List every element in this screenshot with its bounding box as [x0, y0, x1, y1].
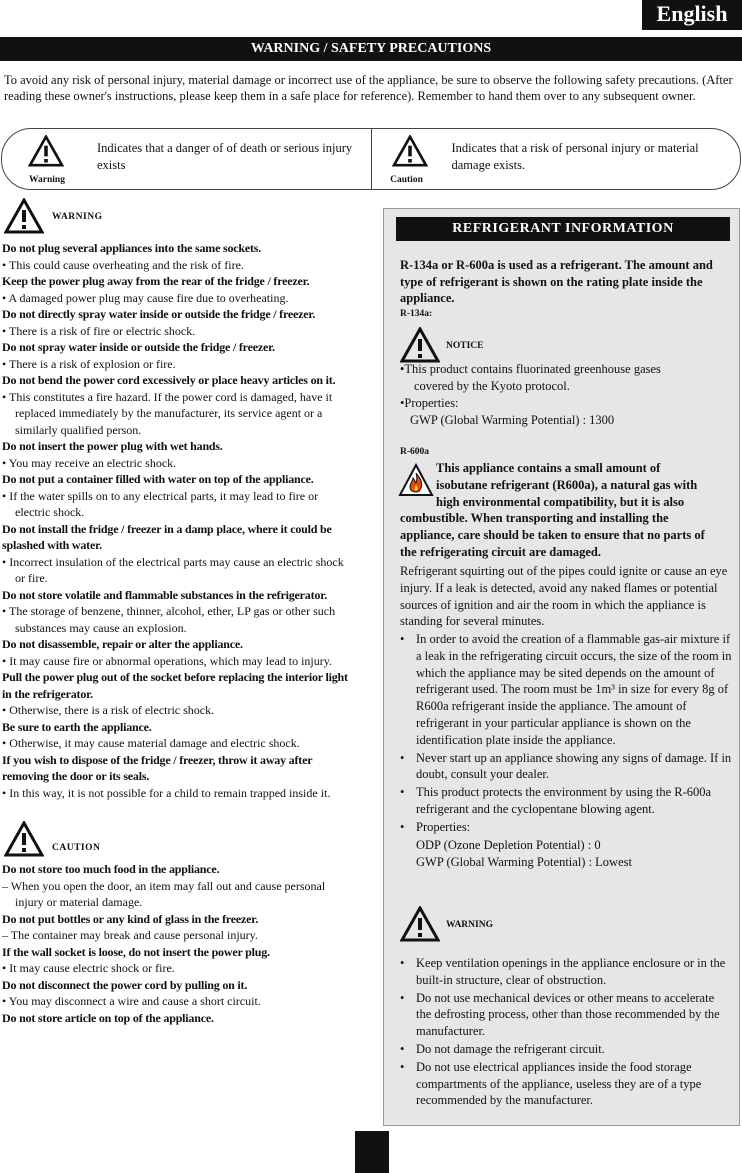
item-heading: Do not plug several appliances into the same sockets. — [2, 241, 262, 255]
list-item — [400, 631, 732, 749]
refrigerant-body: Refrigerant squirting out of the pipes could ignite or cause an eye injury. If a leak is detected, avoid any naked flames or potential sources of ignition and air the room in which the appliance is standing for several minutes. — [400, 564, 728, 629]
item-text: • There is a risk of fire or electric shock. — [2, 323, 196, 338]
item-text: • There is a risk of explosion or fire. — [2, 356, 176, 371]
item-heading: If the wall socket is loose, do not insert the power plug. — [2, 944, 270, 959]
list-item — [2, 306, 354, 339]
list-item — [2, 944, 354, 977]
page-title: WARNING / SAFETY PRECAUTIONS — [0, 37, 742, 61]
item-text: – When you open the door, an item may fall out and cause personal injury or material damage. — [2, 878, 326, 909]
refrigerant-warning-label: WARNING — [446, 920, 493, 930]
item-heading: Do not bend the power cord excessively or place heavy articles on it. — [2, 373, 336, 387]
list-item — [2, 471, 354, 521]
bullet-glyph: • — [400, 1059, 405, 1074]
warning-section-header — [2, 196, 354, 240]
gwp-134a: GWP (Global Warming Potential) : 1300 — [410, 413, 615, 427]
flammability-line: This appliance contains a small amount of — [436, 461, 661, 475]
item-text: • If the water spills on to any electrical parts, it may lead to fire or electric shock. — [2, 488, 319, 519]
item-text: • You may receive an electric shock. — [2, 455, 177, 470]
legend-warning — [2, 129, 371, 189]
item-heading: Do not disassemble, repair or alter the appliance. — [2, 637, 243, 651]
warning-triangle-icon — [400, 906, 440, 942]
caution-items — [2, 861, 354, 1026]
item-heading: Do not put a container filled with water on top of the appliance. — [2, 472, 314, 486]
item-heading: Do not directly spray water inside or outside the fridge / freezer. — [2, 307, 316, 321]
item-heading: Keep the power plug away from the rear of the fridge / freezer. — [2, 274, 310, 288]
legend-caution — [371, 129, 741, 189]
refrigerant-info-box — [383, 208, 740, 1126]
list-item — [400, 784, 732, 818]
list-item — [2, 240, 354, 273]
language-tab: English — [642, 0, 742, 30]
list-item — [2, 438, 354, 471]
odp-value: ODP (Ozone Depletion Potential) : 0 — [416, 837, 601, 852]
bullet-text: Do not damage the refrigerant circuit. — [416, 1041, 605, 1056]
bullet-text: This product protects the environment by using the R-600a refrigerant and the cyclopentane blowing agent. — [416, 785, 712, 816]
list-item — [2, 587, 354, 637]
bullet-glyph: • — [400, 819, 405, 834]
item-text: • The storage of benzene, thinner, alcohol, ether, LP gas or other such substances may cause an explosion. — [2, 604, 336, 635]
properties-label: •Properties: — [400, 396, 459, 410]
refrigerant-bullets — [400, 631, 732, 872]
flammability-line: isobutane refrigerant (R600a), a natural gas with — [436, 477, 698, 492]
list-item — [2, 911, 354, 944]
notice-label: NOTICE — [446, 341, 484, 351]
bullet-glyph: • — [400, 990, 405, 1005]
warning-triangle-icon — [4, 821, 44, 857]
flammability-notice — [400, 460, 730, 561]
bullet-glyph: • — [400, 1041, 405, 1056]
item-text: • It may cause fire or abnormal operations, which may lead to injury. — [2, 653, 332, 668]
list-item — [2, 1010, 354, 1027]
list-item — [2, 669, 354, 719]
notice-line: •This product contains fluorinated greenhouse gases — [400, 362, 661, 376]
item-text: • This constitutes a fire hazard. If the power cord is damaged, have it replaced immediately by the manufacturer, its service agent or a similarly qualified person. — [2, 389, 333, 437]
list-item — [400, 1059, 732, 1109]
warning-triangle-icon — [400, 327, 440, 363]
item-text: • You may disconnect a wire and cause a short circuit. — [2, 994, 261, 1008]
gwp-600a: GWP (Global Warming Potential) : Lowest — [416, 855, 632, 870]
item-text: • Otherwise, it may cause material damage and electric shock. — [2, 736, 300, 750]
item-text: • Incorrect insulation of the electrical parts may cause an electric shock or fire. — [2, 554, 344, 585]
notice-line: covered by the Kyoto protocol. — [414, 379, 570, 393]
list-item — [2, 719, 354, 752]
legend-warning-caption: Warning — [29, 175, 65, 185]
r600a-label: R-600a — [400, 447, 430, 457]
flammability-line: high environmental compatibility, but it is also — [436, 494, 685, 509]
bullet-text: Do not use mechanical devices or other means to accelerate the defrosting process, other than those recommended by the manufacturer. — [416, 990, 720, 1039]
bullet-text: Never start up an appliance showing any signs of damage. If in doubt, consult your dealer. — [416, 750, 732, 782]
bullet-glyph: • — [400, 956, 405, 970]
flammability-line: the refrigerating circuit are damaged. — [400, 544, 601, 559]
safety-column — [2, 196, 354, 1026]
list-item — [2, 752, 354, 802]
list-item — [2, 861, 354, 911]
caution-section-header — [2, 813, 354, 861]
item-heading: Do not store article on top of the appliance. — [2, 1010, 214, 1025]
list-item — [400, 750, 732, 784]
bullet-glyph: • — [400, 632, 405, 646]
item-text: • It may cause electric shock or fire. — [2, 961, 175, 975]
warning-triangle-icon — [4, 198, 44, 234]
list-item — [2, 339, 354, 372]
list-item — [400, 1041, 732, 1058]
item-heading: Do not install the fridge / freezer in a damp place, where it could be splashed with water. — [2, 521, 332, 552]
intro-text: To avoid any risk of personal injury, material damage or incorrect use of the appliance, be sure to observe the following safety precautions. (After reading these owner's instructions, please keep them in a safe place for reference). Remember to hand them over to any subsequent owner. — [4, 73, 733, 103]
list-item — [400, 990, 732, 1040]
bullet-glyph: • — [400, 750, 405, 765]
notice-header — [398, 325, 598, 365]
item-heading: Do not spray water inside or outside the fridge / freezer. — [2, 340, 275, 354]
refrigerant-lead: R-134a or R-600a is used as a refrigerant. The amount and type of refrigerant is shown on the rating plate inside the appliance. — [400, 258, 713, 305]
caution-section-label: CAUTION — [52, 843, 101, 853]
warning-triangle-icon — [392, 135, 428, 167]
list-item — [2, 977, 354, 1010]
item-text: – The container may break and cause personal injury. — [2, 928, 258, 942]
bullet-text: Do not use electrical appliances inside the food storage compartments of the appliance, useless they are of a type recommended by the manufacturer. — [416, 1059, 702, 1108]
notice-text — [400, 361, 730, 429]
item-heading: Do not store volatile and flammable substances in the refrigerator. — [2, 587, 328, 602]
bullet-glyph: • — [400, 785, 405, 800]
legend-caution-caption: Caution — [390, 175, 423, 185]
list-item — [2, 372, 354, 438]
item-text: • A damaged power plug may cause fire due to overheating. — [2, 290, 289, 305]
item-text: • Otherwise, there is a risk of electric shock. — [2, 703, 215, 717]
list-item — [400, 819, 732, 836]
refrigerant-warning-bullets — [400, 955, 732, 1110]
refrigerant-info-title: REFRIGERANT INFORMATION — [396, 217, 730, 241]
item-heading: Do not store too much food in the appliance. — [2, 862, 220, 876]
item-heading: Do not disconnect the power cord by pulling on it. — [2, 977, 248, 992]
list-item — [400, 955, 732, 989]
list-item — [2, 273, 354, 306]
flammability-line: appliance, care should be taken to ensure that no parts of — [400, 528, 705, 543]
page-number-tab — [355, 1131, 389, 1173]
list-item — [2, 521, 354, 587]
legend-caution-text: Indicates that a risk of personal injury or material damage exists. — [451, 141, 699, 172]
flammability-line: combustible. When transporting and installing the — [400, 511, 669, 526]
warning-items — [2, 240, 354, 801]
bullet-text: In order to avoid the creation of a flammable gas-air mixture if a leak in the refrigerating circuit occurs, the size of the room in which the appliance may be sited depends on the amount of refrigerant used. The room must be 1m³ in size for every 8g of R600a refrigerant inside the appliance. The amount of refrigerant in your particular appliance is shown on the identification plate inside the appliance. — [416, 632, 732, 747]
item-heading: If you wish to dispose of the fridge / freezer, throw it away after removing the door or its seals. — [2, 752, 313, 783]
r134a-label: R-134a: — [400, 309, 433, 319]
item-heading: Pull the power plug out of the socket before replacing the interior light in the refrigerator. — [2, 670, 348, 701]
warning-triangle-icon — [28, 135, 64, 167]
symbol-legend — [1, 128, 741, 190]
refrigerant-warning-header — [398, 904, 598, 944]
item-heading: Do not put bottles or any kind of glass in the freezer. — [2, 911, 259, 926]
warning-section-label: WARNING — [52, 212, 103, 222]
bullet-text: Keep ventilation openings in the appliance enclosure or in the built-in structure, clear of obstruction. — [416, 956, 726, 987]
item-heading: Be sure to earth the appliance. — [2, 719, 152, 734]
item-text: • In this way, it is not possible for a child to remain trapped inside it. — [2, 785, 331, 800]
item-heading: Do not insert the power plug with wet hands. — [2, 439, 223, 453]
legend-warning-text: Indicates that a danger of of death or serious injury exists — [97, 141, 353, 172]
properties-label: Properties: — [416, 819, 471, 834]
list-item — [2, 636, 354, 669]
item-text: • This could cause overheating and the risk of fire. — [2, 257, 244, 272]
